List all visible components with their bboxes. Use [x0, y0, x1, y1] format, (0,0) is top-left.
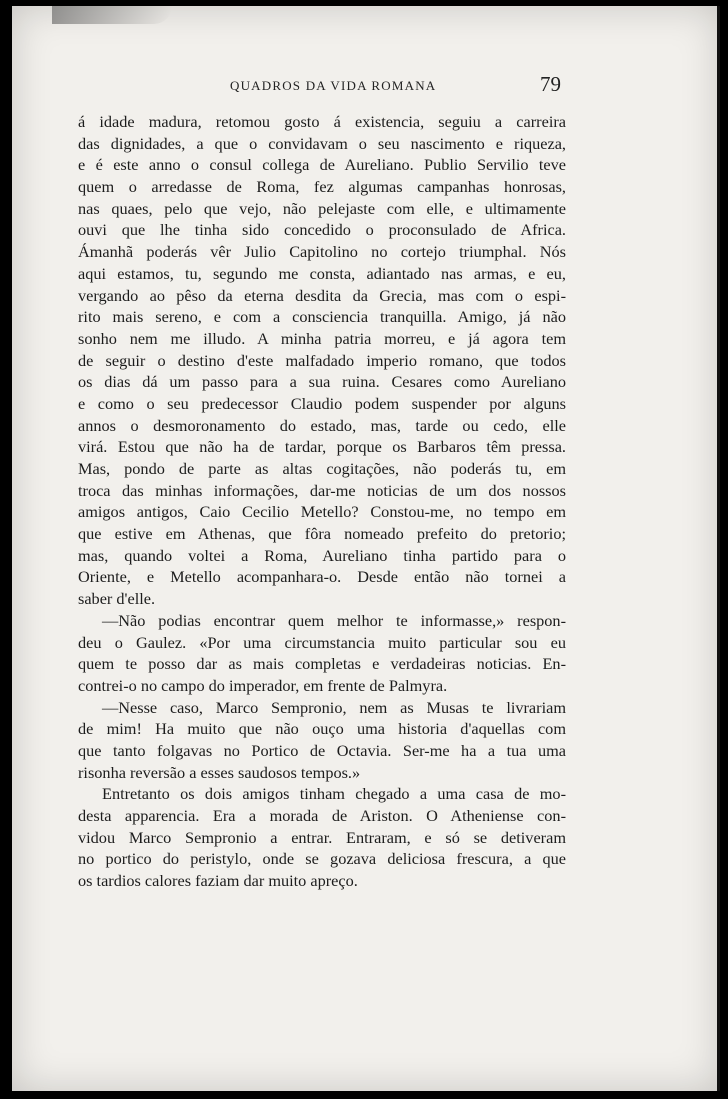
text-line: mas, quando voltei a Roma, Aureliano tinha partido para o	[78, 545, 566, 565]
text-line: amigos antigos, Caio Cecilio Metello? Constou-me, no tempo em	[78, 502, 566, 522]
page-number: 79	[540, 72, 561, 96]
body-text	[78, 111, 566, 892]
page-header	[12, 72, 720, 102]
text-line: e como o seu predecessor Claudio podem suspender por alguns	[78, 393, 566, 413]
text-line: Ámanhã poderás vêr Julio Capitolino no cortejo triumphal. Nós	[78, 242, 566, 262]
text-line: quem o arredasse de Roma, fez algumas campanhas honrosas,	[78, 177, 566, 197]
text-line: —Nesse caso, Marco Sempronio, nem as Musas te livrariam	[102, 697, 566, 717]
text-line: sonho nem me illudo. A minha patria morreu, e já agora tem	[78, 328, 566, 348]
text-line: e é este anno o consul collega de Aureliano. Publio Servilio teve	[78, 155, 566, 175]
text-line: annos o desmoronamento do estado, mas, tarde ou cedo, elle	[78, 415, 566, 435]
text-line: Mas, pondo de parte as altas cogitações, não poderás tu, em	[78, 459, 566, 478]
text-line: desta apparencia. Era a morada de Ariston. O Atheniense con-	[78, 806, 566, 825]
running-head: QUADROS DA VIDA ROMANA	[230, 78, 437, 93]
text-line: que tanto folgavas no Portico de Octavia. Ser-me ha a tua uma	[78, 740, 566, 760]
text-line: que estive em Athenas, que fôra nomeado prefeito do pretorio;	[78, 524, 566, 544]
text-line: das dignidades, a que o convidavam o seu nascimento e riqueza,	[78, 133, 566, 153]
text-line: aqui estamos, tu, segundo me consta, adiantado nas armas, e eu,	[78, 263, 566, 283]
text-line: risonha reversão a esses saudosos tempos.»	[78, 762, 361, 782]
text-line: Entretanto os dois amigos tinham chegado a uma casa de mo-	[102, 784, 566, 804]
text-line: nas quaes, pelo que vejo, não pelejaste com elle, e ultimamente	[78, 198, 566, 218]
text-line: no portico do peristylo, onde se gozava deliciosa frescura, a que	[78, 849, 566, 869]
page-edge-shadow	[717, 6, 720, 1091]
text-line: contrei-o no campo do imperador, em frente de Palmyra.	[78, 675, 448, 695]
text-line: ouvi que lhe tinha sido concedido o proconsulado de Africa.	[78, 220, 566, 240]
text-line: á idade madura, retomou gosto á existencia, seguiu a carreira	[78, 112, 566, 131]
text-line: troca das minhas informações, dar-me noticias de um dos nossos	[78, 480, 566, 500]
text-line: quem te posso dar as mais completas e verdadeiras noticias. En-	[78, 654, 566, 674]
text-line: rito mais sereno, e com a consciencia tranquilla. Amigo, já não	[78, 307, 566, 327]
text-line: os tardios calores faziam dar muito apreço.	[78, 871, 358, 891]
text-line: os dias dá um passo para a sua ruina. Cesares como Aureliano	[78, 372, 566, 392]
text-line: vergando ao pêso da eterna desdita da Grecia, mas com o espi-	[78, 285, 566, 305]
text-line: virá. Estou que não ha de tardar, porque os Barbaros têm pressa.	[78, 437, 566, 457]
text-line: —Não podias encontrar quem melhor te informasse,» respon-	[102, 610, 566, 630]
text-line: de seguir o destino d'este malfadado imperio romano, que todos	[78, 350, 566, 370]
text-line: Oriente, e Metello acompanhara-o. Desde então não tornei a	[78, 567, 566, 587]
text-line: vidou Marco Sempronio a entrar. Entraram, e só se detiveram	[78, 827, 566, 847]
text-line: saber d'elle.	[78, 589, 156, 609]
text-line: deu o Gaulez. «Por uma circumstancia muito particular sou eu	[78, 632, 566, 652]
text-line: de mim! Ha muito que não ouço uma historia d'aquellas com	[78, 719, 566, 739]
book-page	[12, 6, 720, 1091]
